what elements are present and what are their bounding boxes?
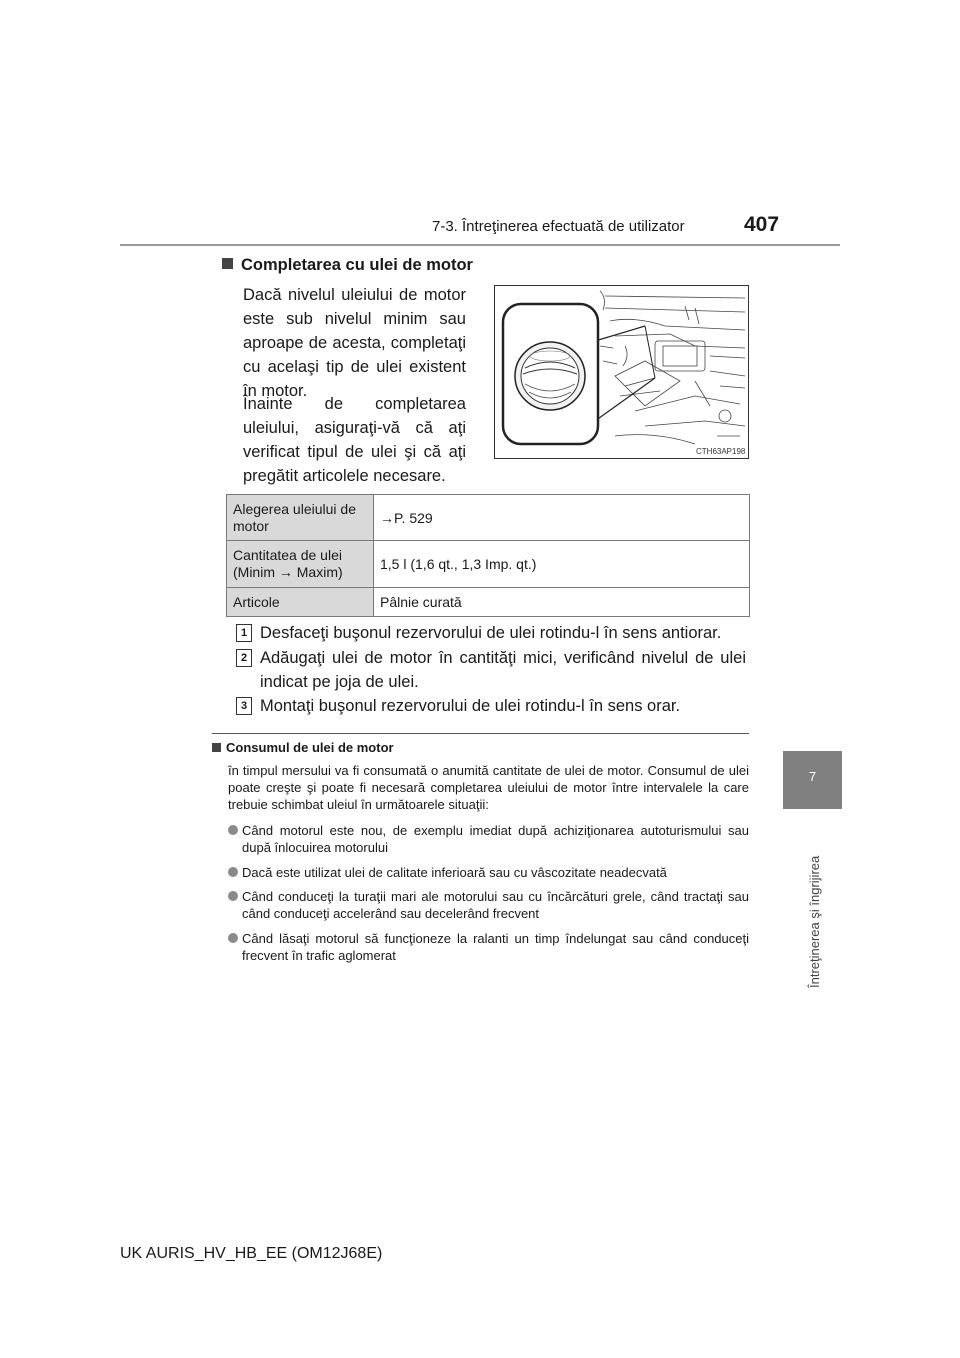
oil-cap-illustration [494,285,749,459]
chapter-number: 7 [808,769,817,784]
step-text: Montaţi buşonul rezervorului de ulei rotindu-l în sens orar. [260,697,681,715]
page-number: 407 [744,213,780,236]
section-title: 7-3. Întreţinerea efectuată de utilizator [432,218,685,235]
table-label: Articole [227,588,374,617]
section-heading [222,256,473,275]
consumption-heading [212,740,394,755]
engine-bay-drawing [495,286,748,458]
consumption-intro: în timpul mersului va fi consumată o anumită cantitate de ulei de motor. Consumul de ulei poate creşte şi poate fi necesară completarea uleiului de motor între intervalele la care trebuie schimbat uleiul în următoarele situaţii: [228,763,749,812]
chapter-label [803,818,823,988]
list-item-text: Când motorul este nou, de exemplu imediat după achiziţionarea autoturismului sau după înlocuirea motorului [242,823,749,855]
bullet-dot-icon [228,891,238,901]
step-number-badge: 3 [236,697,252,715]
table-label: Cantitatea de ulei (Minim → Maxim) [227,541,374,588]
table-row [227,588,750,617]
list-item-text: Când lăsaţi motorul să funcţioneze la ralanti un timp îndelungat sau când conduceţi frecvent în trafic aglomerat [242,931,749,963]
section-divider [212,733,749,734]
square-bullet-icon [212,743,221,752]
chapter-tab [783,751,842,809]
table-label: Alegerea uleiului de motor [227,495,374,541]
table-value: 1,5 l (1,6 qt., 1,3 Imp. qt.) [374,541,750,588]
step-number-badge: 1 [236,624,252,642]
table-row [227,541,750,588]
step-number-badge: 2 [236,649,252,667]
bullet-dot-icon [228,933,238,943]
chapter-label-text: Întreţinerea şi îngrijirea [807,855,822,988]
list-item-text: Când conduceţi la turaţii mari ale motorului sau cu încărcături grele, când tractaţi sau când conduceţi accelerând sau decelerând frecvent [242,889,749,921]
step-text: Desfaceţi buşonul rezervorului de ulei rotindu-l în sens antiorar. [260,624,722,642]
section-heading-text: Completarea cu ulei de motor [241,256,473,274]
consumption-heading-text: Consumul de ulei de motor [226,740,394,755]
header-divider [120,244,840,246]
list-item-text: Dacă este utilizat ulei de calitate inferioară sau cu vâscozitate neadecvată [242,865,667,880]
table-value: →P. 529 [374,495,750,541]
oil-cap-icon [515,342,585,410]
square-bullet-icon [222,258,233,269]
bullet-dot-icon [228,825,238,835]
table-row [227,495,750,541]
bullet-dot-icon [228,867,238,877]
oil-spec-table [226,494,750,617]
intro-paragraph: Dacă nivelul uleiului de motor este sub nivelul minim sau aproape de acesta, completaţi cu acelaşi tip de ulei existent în motor. [243,286,466,400]
preparation-paragraph: Înainte de completarea uleiului, asiguraţi-vă că aţi verificat tipul de ulei şi că aţi pregătit articolele necesare. [243,395,466,485]
table-value: Pâlnie curată [374,588,750,617]
document-code: UK AURIS_HV_HB_EE (OM12J68E) [120,1245,383,1262]
figure-id: CTH63AP198 [696,447,746,456]
step-text: Adăugaţi ulei de motor în cantităţi mici, verificând nivelul de ulei indicat pe joja de ulei. [260,649,746,691]
